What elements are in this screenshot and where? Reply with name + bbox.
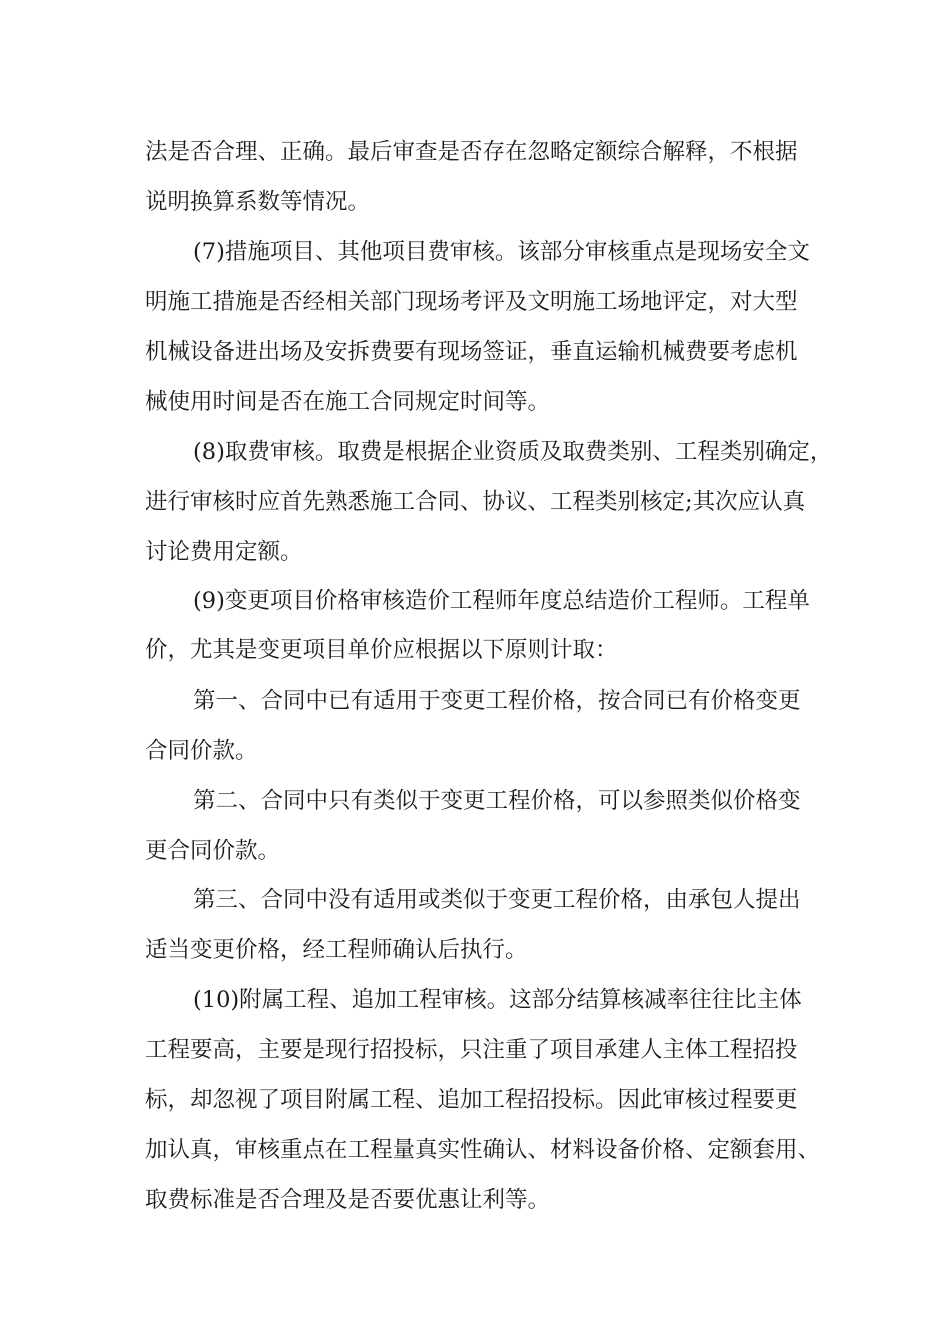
paragraph-start-line: 第三、合同中没有适用或类似于变更工程价格，由承包人提出 [193, 887, 801, 913]
text-line: 价，尤其是变更项目单价应根据以下原则计取： [145, 637, 618, 663]
text-line: 进行审核时应首先熟悉施工合同、协议、工程类别核定;其次应认真 [145, 489, 806, 515]
text-line: 械使用时间是否在施工合同规定时间等。 [145, 389, 551, 415]
paragraph-start-line: (10)附属工程、追加工程审核。这部分结算核减率往往比主体 [193, 987, 802, 1013]
text-line: 更合同价款。 [145, 838, 281, 864]
text-line: 说明换算系数等情况。 [145, 189, 371, 215]
paragraph-start-line: (7)措施项目、其他项目费审核。该部分审核重点是现场安全文 [193, 239, 810, 265]
text-line: 合同价款。 [145, 738, 258, 764]
paragraph-start-line: 第二、合同中只有类似于变更工程价格，可以参照类似价格变 [193, 788, 801, 814]
text-line: 适当变更价格，经工程师确认后执行。 [145, 937, 528, 963]
text-line: 明施工措施是否经相关部门现场考评及文明施工场地评定，对大型 [145, 289, 798, 315]
text-line: 加认真，审核重点在工程量真实性确认、材料设备价格、定额套用、 [145, 1137, 821, 1163]
text-line: 法是否合理、正确。最后审查是否存在忽略定额综合解释，不根据 [145, 139, 798, 165]
paragraph-start-line: (8)取费审核。取费是根据企业资质及取费类别、工程类别确定， [193, 439, 833, 465]
text-line: 取费标准是否合理及是否要优惠让利等。 [145, 1187, 551, 1213]
text-line: 标，却忽视了项目附属工程、追加工程招投标。因此审核过程要更 [145, 1087, 798, 1113]
text-line: 机械设备进出场及安拆费要有现场签证，垂直运输机械费要考虑机 [145, 339, 798, 365]
text-line: 讨论费用定额。 [145, 539, 303, 565]
text-line: 工程要高，主要是现行招投标，只注重了项目承建人主体工程招投 [145, 1037, 798, 1063]
paragraph-start-line: (9)变更项目价格审核造价工程师年度总结造价工程师。工程单 [193, 588, 810, 614]
paragraph-start-line: 第一、合同中已有适用于变更工程价格，按合同已有价格变更 [193, 688, 801, 714]
